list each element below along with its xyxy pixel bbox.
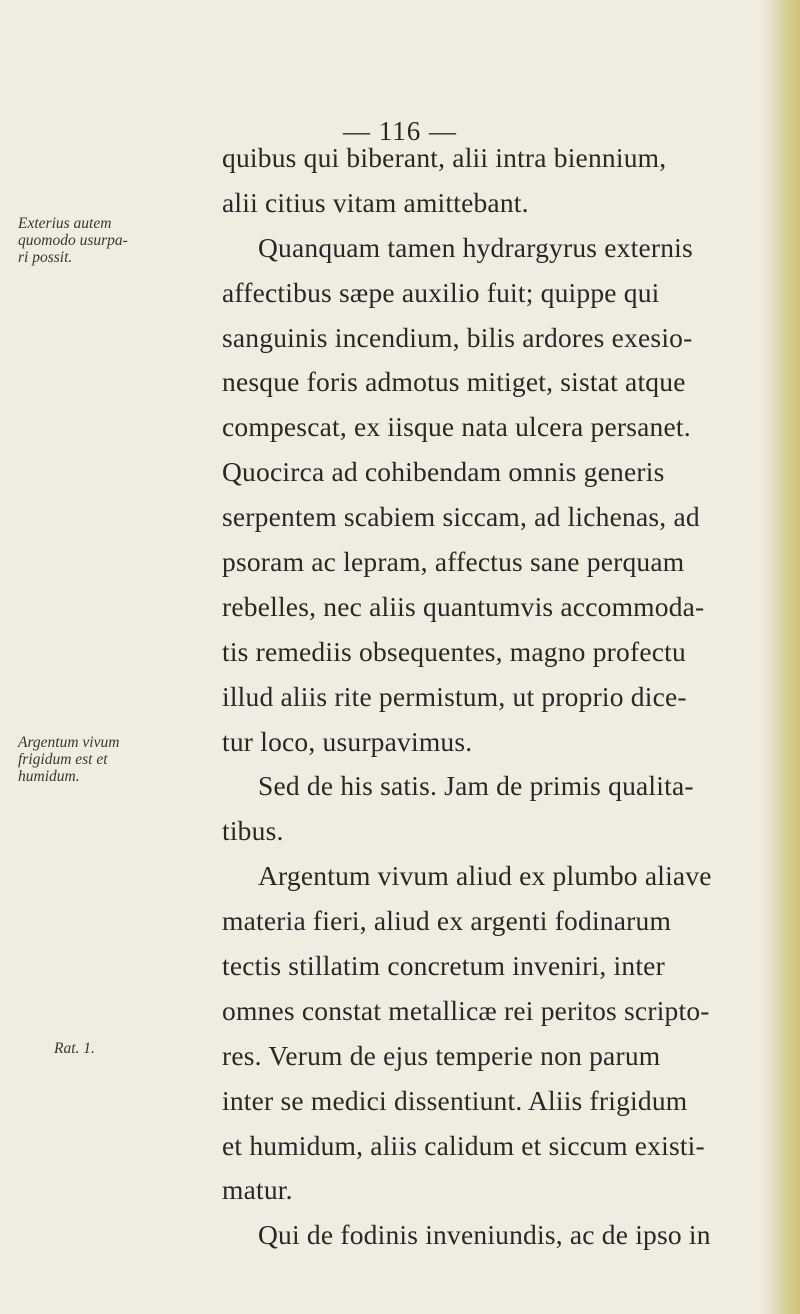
text-line: tibus. [222,815,284,847]
margin-note-rat [54,1040,254,1057]
text-line: Argentum vivum aliud ex plumbo aliave [258,860,712,892]
page-number: — 116 — [343,116,457,146]
text-line: rebelles, nec aliis quantumvis accommoda- [222,590,705,622]
text-line: quibus qui biberant, alii intra biennium, [222,142,667,173]
text-line: Sed de his satis. Jam de primis qualita- [258,770,694,802]
margin-note-line: Argentum vivum [18,734,120,751]
text-line: omnes constat metallicæ rei peritos scripto- [222,994,710,1026]
text-line: et humidum, aliis calidum et siccum existi- [222,1129,705,1161]
margin-note-argentum [18,734,218,785]
text-line: matur. [222,1174,293,1206]
text-line: tectis stillatim concretum inveniri, inter [222,950,665,982]
text-line: serpentem scabiem siccam, ad lichenas, ad [222,501,700,533]
page-edge [760,0,800,1314]
text-line: compescat, ex iisque nata ulcera persanet. [222,411,691,443]
margin-note-exterius [18,215,218,266]
margin-note-line: Exterius autem [18,215,112,232]
body-text [222,136,717,1258]
text-line: sanguinis incendium, bilis ardores exesio- [222,321,693,353]
text-line: affectibus sæpe auxilio fuit; quippe qui [222,276,660,308]
margin-note-line: Rat. 1. [54,1040,95,1057]
text-line: inter se medici dissentiunt. Aliis frigidum [222,1084,688,1116]
text-line: alii citius vitam amittebant. [222,186,529,218]
margin-note-line: frigidum est et [18,751,108,768]
text-line: materia fieri, aliud ex argenti fodinarum [222,905,672,937]
text-line: tis remediis obsequentes, magno profectu [222,635,686,667]
text-line: tur loco, usurpavimus. [222,725,473,757]
text-line: res. Verum de ejus temperie non parum [222,1039,661,1071]
text-line: Quocirca ad cohibendam omnis generis [222,456,665,488]
margin-note-line: ri possit. [18,249,73,266]
text-line: nesque foris admotus mitiget, sistat atque [222,366,686,398]
text-line: psoram ac lepram, affectus sane perquam [222,546,685,578]
margin-note-line: quomodo usurpa- [18,232,128,249]
text-line: Quanquam tamen hydrargyrus externis [258,231,693,263]
margin-note-line: humidum. [18,768,80,785]
text-line: illud aliis rite permistum, ut proprio dice- [222,680,687,712]
text-line: Qui de fodinis inveniundis, ac de ipso in [258,1219,711,1251]
